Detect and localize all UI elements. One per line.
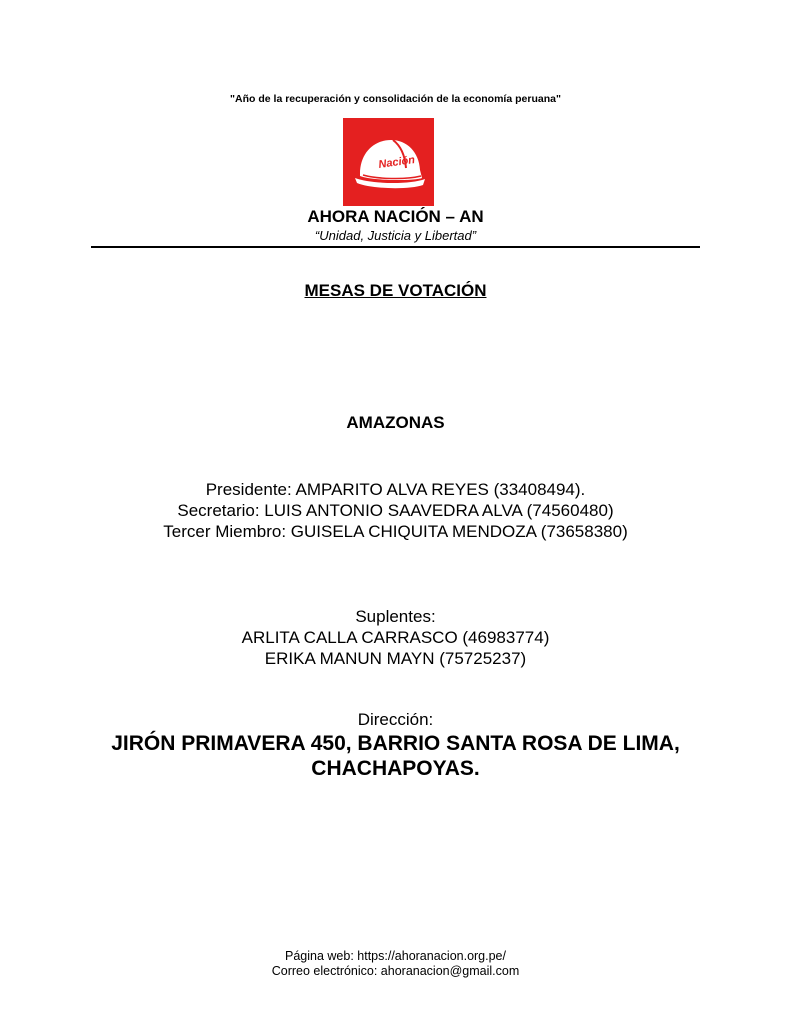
suplentes-block [0, 606, 791, 669]
header-divider [91, 246, 700, 248]
secretario-line: Secretario: LUIS ANTONIO SAAVEDRA ALVA (74560480) [177, 501, 614, 520]
direccion-label: Dirección: [357, 710, 434, 729]
logo-wordmark: Nación [377, 153, 416, 171]
footer-email: Correo electrónico: ahoranacion@gmail.com [271, 964, 520, 978]
direccion-address [0, 731, 791, 781]
address-line: JIRÓN PRIMAVERA 450, BARRIO SANTA ROSA DE LIMA, [111, 732, 680, 755]
suplentes-label: Suplentes: [355, 607, 436, 626]
suplente-item: ERIKA MANUN MAYN (75725237) [264, 649, 527, 668]
party-logo [343, 118, 434, 206]
helmet-icon [343, 118, 434, 206]
document-title-text: MESAS DE VOTACIÓN [304, 281, 487, 300]
presidente-line: Presidente: AMPARITO ALVA REYES (33408494). [205, 480, 586, 499]
members-block [0, 479, 791, 542]
region-heading: AMAZONAS [346, 413, 445, 432]
tercer-miembro-line: Tercer Miembro: GUISELA CHIQUITA MENDOZA (73658380) [163, 522, 628, 541]
header-motto: "Año de la recuperación y consolidación de la economía peruana" [230, 93, 561, 105]
organization-name: AHORA NACIÓN – AN [307, 207, 484, 226]
suplente-item: ARLITA CALLA CARRASCO (46983774) [241, 628, 550, 647]
address-line: CHACHAPOYAS. [311, 757, 480, 780]
page-footer [0, 949, 791, 979]
document-title [0, 281, 791, 301]
footer-web: Página web: https://ahoranacion.org.pe/ [285, 949, 506, 963]
organization-slogan: “Unidad, Justicia y Libertad” [314, 228, 477, 243]
